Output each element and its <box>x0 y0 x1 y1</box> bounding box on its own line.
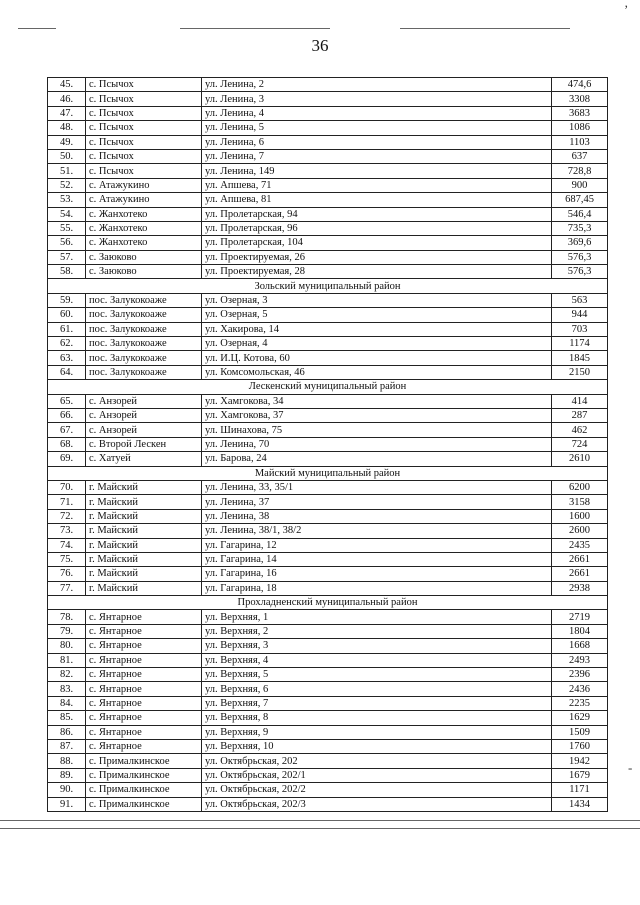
row-number: 73. <box>48 524 86 538</box>
row-number: 65. <box>48 394 86 408</box>
settlement-cell: с. Заюково <box>86 250 202 264</box>
value-cell: 2938 <box>552 581 608 595</box>
row-number: 84. <box>48 696 86 710</box>
row-number: 53. <box>48 193 86 207</box>
row-number: 89. <box>48 768 86 782</box>
value-cell: 1086 <box>552 121 608 135</box>
settlement-cell: с. Янтарное <box>86 725 202 739</box>
value-cell: 1804 <box>552 624 608 638</box>
table-row <box>48 178 608 192</box>
row-number: 52. <box>48 178 86 192</box>
settlement-cell: с. Прималкинское <box>86 783 202 797</box>
value-cell: 576,3 <box>552 250 608 264</box>
settlement-cell: с. Атажукино <box>86 193 202 207</box>
row-number: 60. <box>48 308 86 322</box>
table-row <box>48 653 608 667</box>
table-row <box>48 610 608 624</box>
settlement-cell: с. Янтарное <box>86 668 202 682</box>
address-cell: ул. Барова, 24 <box>202 452 552 466</box>
row-number: 77. <box>48 581 86 595</box>
value-cell: 2235 <box>552 696 608 710</box>
table-row <box>48 581 608 595</box>
row-number: 75. <box>48 552 86 566</box>
settlement-cell: с. Жанхотеко <box>86 221 202 235</box>
settlement-cell: пос. Залукокоаже <box>86 308 202 322</box>
table-row <box>48 495 608 509</box>
value-cell: 1174 <box>552 337 608 351</box>
settlement-cell: с. Псычох <box>86 164 202 178</box>
row-number: 46. <box>48 92 86 106</box>
settlement-cell: г. Майский <box>86 581 202 595</box>
settlement-cell: с. Псычох <box>86 121 202 135</box>
table-row <box>48 639 608 653</box>
value-cell: 1171 <box>552 783 608 797</box>
address-cell: ул. Озерная, 4 <box>202 337 552 351</box>
address-cell: ул. Верхняя, 7 <box>202 696 552 710</box>
address-cell: ул. Верхняя, 2 <box>202 624 552 638</box>
value-cell: 1103 <box>552 135 608 149</box>
value-cell: 2150 <box>552 365 608 379</box>
value-cell: 2661 <box>552 567 608 581</box>
row-number: 63. <box>48 351 86 365</box>
value-cell: 3683 <box>552 106 608 120</box>
value-cell: 2719 <box>552 610 608 624</box>
row-number: 87. <box>48 739 86 753</box>
address-cell: ул. Апшева, 81 <box>202 193 552 207</box>
table-row <box>48 135 608 149</box>
value-cell: 563 <box>552 293 608 307</box>
table-row <box>48 797 608 811</box>
value-cell: 1600 <box>552 509 608 523</box>
table-row <box>48 682 608 696</box>
scan-artifact-line <box>18 28 56 29</box>
settlement-cell: г. Майский <box>86 567 202 581</box>
register-table-body <box>48 78 608 812</box>
row-number: 56. <box>48 236 86 250</box>
row-number: 62. <box>48 337 86 351</box>
address-cell: ул. Ленина, 5 <box>202 121 552 135</box>
table-row <box>48 783 608 797</box>
table-row <box>48 78 608 92</box>
settlement-cell: с. Янтарное <box>86 610 202 624</box>
address-cell: ул. Шинахова, 75 <box>202 423 552 437</box>
value-cell: 944 <box>552 308 608 322</box>
row-number: 82. <box>48 668 86 682</box>
address-cell: ул. Ленина, 3 <box>202 92 552 106</box>
row-number: 64. <box>48 365 86 379</box>
table-row <box>48 265 608 279</box>
value-cell: 1434 <box>552 797 608 811</box>
value-cell: 2435 <box>552 538 608 552</box>
table-row <box>48 207 608 221</box>
row-number: 58. <box>48 265 86 279</box>
address-cell: ул. Гагарина, 16 <box>202 567 552 581</box>
row-number: 90. <box>48 783 86 797</box>
settlement-cell: пос. Залукокоаже <box>86 365 202 379</box>
value-cell: 687,45 <box>552 193 608 207</box>
value-cell: 1509 <box>552 725 608 739</box>
address-cell: ул. Хамгокова, 37 <box>202 408 552 422</box>
settlement-cell: с. Янтарное <box>86 639 202 653</box>
address-cell: ул. Верхняя, 3 <box>202 639 552 653</box>
row-number: 79. <box>48 624 86 638</box>
row-number: 51. <box>48 164 86 178</box>
row-number: 85. <box>48 711 86 725</box>
row-number: 55. <box>48 221 86 235</box>
scan-artifact-line <box>0 820 640 821</box>
address-cell: ул. Верхняя, 4 <box>202 653 552 667</box>
table-row <box>48 567 608 581</box>
settlement-cell: с. Прималкинское <box>86 754 202 768</box>
settlement-cell: с. Янтарное <box>86 739 202 753</box>
value-cell: 2493 <box>552 653 608 667</box>
value-cell: 287 <box>552 408 608 422</box>
table-row <box>48 394 608 408</box>
settlement-cell: г. Майский <box>86 538 202 552</box>
settlement-cell: с. Анзорей <box>86 394 202 408</box>
settlement-cell: с. Заюково <box>86 265 202 279</box>
value-cell: 2436 <box>552 682 608 696</box>
settlement-cell: с. Янтарное <box>86 696 202 710</box>
address-cell: ул. Ленина, 38 <box>202 509 552 523</box>
address-cell: ул. Озерная, 5 <box>202 308 552 322</box>
address-cell: ул. Октябрьская, 202/3 <box>202 797 552 811</box>
row-number: 70. <box>48 480 86 494</box>
section-title: Прохладненский муниципальный район <box>48 596 608 610</box>
section-title: Майский муниципальный район <box>48 466 608 480</box>
table-row <box>48 524 608 538</box>
value-cell: 735,3 <box>552 221 608 235</box>
table-row <box>48 293 608 307</box>
address-cell: ул. Ленина, 2 <box>202 78 552 92</box>
value-cell: 703 <box>552 322 608 336</box>
value-cell: 576,3 <box>552 265 608 279</box>
row-number: 59. <box>48 293 86 307</box>
table-row <box>48 624 608 638</box>
table-row <box>48 106 608 120</box>
row-number: 49. <box>48 135 86 149</box>
table-row <box>48 121 608 135</box>
address-cell: ул. Ленина, 4 <box>202 106 552 120</box>
table-row <box>48 437 608 451</box>
row-number: 74. <box>48 538 86 552</box>
settlement-cell: пос. Залукокоаже <box>86 337 202 351</box>
row-number: 69. <box>48 452 86 466</box>
scan-mark: ‑ <box>628 760 633 775</box>
row-number: 83. <box>48 682 86 696</box>
page-number: 36 <box>311 36 329 55</box>
row-number: 45. <box>48 78 86 92</box>
value-cell: 6200 <box>552 480 608 494</box>
value-cell: 2600 <box>552 524 608 538</box>
row-number: 81. <box>48 653 86 667</box>
row-number: 88. <box>48 754 86 768</box>
table-row <box>48 164 608 178</box>
table-row <box>48 193 608 207</box>
address-cell: ул. Ленина, 38/1, 38/2 <box>202 524 552 538</box>
settlement-cell: с. Жанхотеко <box>86 236 202 250</box>
value-cell: 3158 <box>552 495 608 509</box>
row-number: 54. <box>48 207 86 221</box>
section-title: Зольский муниципальный район <box>48 279 608 293</box>
address-cell: ул. Комсомольская, 46 <box>202 365 552 379</box>
row-number: 67. <box>48 423 86 437</box>
address-cell: ул. Ленина, 70 <box>202 437 552 451</box>
address-cell: ул. Октябрьская, 202/1 <box>202 768 552 782</box>
table-row <box>48 337 608 351</box>
address-cell: ул. Апшева, 71 <box>202 178 552 192</box>
settlement-cell: с. Анзорей <box>86 423 202 437</box>
settlement-cell: с. Псычох <box>86 106 202 120</box>
table-row <box>48 408 608 422</box>
table-row <box>48 250 608 264</box>
value-cell: 2661 <box>552 552 608 566</box>
address-cell: ул. Гагарина, 12 <box>202 538 552 552</box>
table-row <box>48 480 608 494</box>
value-cell: 1760 <box>552 739 608 753</box>
table-row <box>48 668 608 682</box>
address-cell: ул. Ленина, 6 <box>202 135 552 149</box>
settlement-cell: г. Майский <box>86 524 202 538</box>
address-cell: ул. Пролетарская, 96 <box>202 221 552 235</box>
address-cell: ул. Верхняя, 6 <box>202 682 552 696</box>
row-number: 47. <box>48 106 86 120</box>
settlement-cell: с. Второй Лескен <box>86 437 202 451</box>
value-cell: 728,8 <box>552 164 608 178</box>
address-cell: ул. Верхняя, 1 <box>202 610 552 624</box>
register-table <box>47 77 608 812</box>
address-cell: ул. И.Ц. Котова, 60 <box>202 351 552 365</box>
section-header-row <box>48 279 608 293</box>
table-row <box>48 308 608 322</box>
row-number: 91. <box>48 797 86 811</box>
row-number: 86. <box>48 725 86 739</box>
settlement-cell: с. Анзорей <box>86 408 202 422</box>
section-header-row <box>48 380 608 394</box>
table-row <box>48 221 608 235</box>
value-cell: 2610 <box>552 452 608 466</box>
table-row <box>48 538 608 552</box>
table-row <box>48 423 608 437</box>
settlement-cell: с. Прималкинское <box>86 768 202 782</box>
value-cell: 2396 <box>552 668 608 682</box>
address-cell: ул. Октябрьская, 202/2 <box>202 783 552 797</box>
section-header-row <box>48 466 608 480</box>
table-row <box>48 351 608 365</box>
address-cell: ул. Проектируемая, 28 <box>202 265 552 279</box>
value-cell: 900 <box>552 178 608 192</box>
table-row <box>48 509 608 523</box>
value-cell: 414 <box>552 394 608 408</box>
table-row <box>48 452 608 466</box>
address-cell: ул. Ленина, 149 <box>202 164 552 178</box>
row-number: 76. <box>48 567 86 581</box>
value-cell: 462 <box>552 423 608 437</box>
address-cell: ул. Гагарина, 14 <box>202 552 552 566</box>
address-cell: ул. Хамгокова, 34 <box>202 394 552 408</box>
address-cell: ул. Октябрьская, 202 <box>202 754 552 768</box>
settlement-cell: с. Янтарное <box>86 682 202 696</box>
value-cell: 369,6 <box>552 236 608 250</box>
scan-artifact-line <box>400 28 570 29</box>
settlement-cell: г. Майский <box>86 509 202 523</box>
row-number: 68. <box>48 437 86 451</box>
address-cell: ул. Озерная, 3 <box>202 293 552 307</box>
address-cell: ул. Верхняя, 8 <box>202 711 552 725</box>
settlement-cell: с. Хатуей <box>86 452 202 466</box>
settlement-cell: г. Майский <box>86 552 202 566</box>
table-row <box>48 768 608 782</box>
address-cell: ул. Проектируемая, 26 <box>202 250 552 264</box>
settlement-cell: с. Псычох <box>86 92 202 106</box>
settlement-cell: с. Жанхотеко <box>86 207 202 221</box>
address-cell: ул. Хакирова, 14 <box>202 322 552 336</box>
table-row <box>48 754 608 768</box>
table-row <box>48 725 608 739</box>
row-number: 72. <box>48 509 86 523</box>
value-cell: 1845 <box>552 351 608 365</box>
row-number: 61. <box>48 322 86 336</box>
settlement-cell: с. Янтарное <box>86 711 202 725</box>
settlement-cell: с. Янтарное <box>86 653 202 667</box>
table-row <box>48 739 608 753</box>
settlement-cell: с. Атажукино <box>86 178 202 192</box>
value-cell: 1668 <box>552 639 608 653</box>
table-row <box>48 711 608 725</box>
address-cell: ул. Ленина, 37 <box>202 495 552 509</box>
settlement-cell: с. Янтарное <box>86 624 202 638</box>
address-cell: ул. Ленина, 7 <box>202 149 552 163</box>
value-cell: 3308 <box>552 92 608 106</box>
settlement-cell: с. Прималкинское <box>86 797 202 811</box>
table-row <box>48 149 608 163</box>
address-cell: ул. Пролетарская, 104 <box>202 236 552 250</box>
value-cell: 637 <box>552 149 608 163</box>
table-row <box>48 92 608 106</box>
settlement-cell: с. Псычох <box>86 135 202 149</box>
scan-mark: ’ <box>624 2 629 17</box>
row-number: 66. <box>48 408 86 422</box>
address-cell: ул. Ленина, 33, 35/1 <box>202 480 552 494</box>
value-cell: 1679 <box>552 768 608 782</box>
address-cell: ул. Верхняя, 10 <box>202 739 552 753</box>
value-cell: 474,6 <box>552 78 608 92</box>
table-row <box>48 322 608 336</box>
settlement-cell: пос. Залукокоаже <box>86 322 202 336</box>
table-row <box>48 552 608 566</box>
row-number: 57. <box>48 250 86 264</box>
settlement-cell: г. Майский <box>86 480 202 494</box>
row-number: 78. <box>48 610 86 624</box>
settlement-cell: с. Псычох <box>86 78 202 92</box>
section-title: Лескенский муниципальный район <box>48 380 608 394</box>
value-cell: 1629 <box>552 711 608 725</box>
row-number: 48. <box>48 121 86 135</box>
address-cell: ул. Гагарина, 18 <box>202 581 552 595</box>
value-cell: 1942 <box>552 754 608 768</box>
settlement-cell: с. Псычох <box>86 149 202 163</box>
settlement-cell: пос. Залукокоаже <box>86 293 202 307</box>
scan-artifact-line <box>0 828 640 829</box>
section-header-row <box>48 596 608 610</box>
settlement-cell: г. Майский <box>86 495 202 509</box>
scan-artifact-line <box>180 28 330 29</box>
address-cell: ул. Пролетарская, 94 <box>202 207 552 221</box>
address-cell: ул. Верхняя, 5 <box>202 668 552 682</box>
table-row <box>48 365 608 379</box>
value-cell: 724 <box>552 437 608 451</box>
table-row <box>48 236 608 250</box>
row-number: 80. <box>48 639 86 653</box>
row-number: 71. <box>48 495 86 509</box>
row-number: 50. <box>48 149 86 163</box>
table-row <box>48 696 608 710</box>
value-cell: 546,4 <box>552 207 608 221</box>
address-cell: ул. Верхняя, 9 <box>202 725 552 739</box>
settlement-cell: пос. Залукокоаже <box>86 351 202 365</box>
